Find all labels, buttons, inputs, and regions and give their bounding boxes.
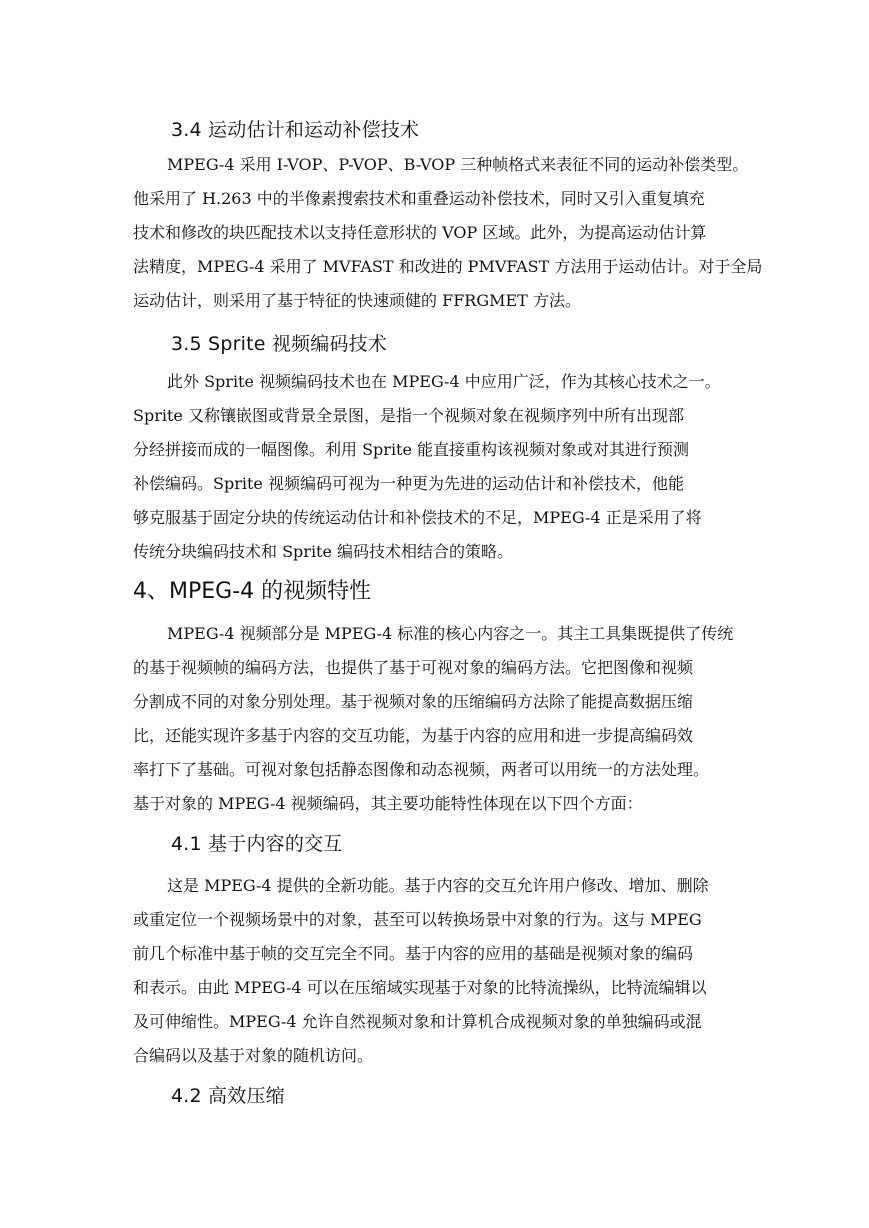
paragraph-line: MPEG-4 采用 I-VOP、P-VOP、B-VOP 三种帧格式来表征不同的运动补偿类型。 [167, 155, 749, 174]
paragraph-line: 够克服基于固定分块的传统运动估计和补偿技术的不足，MPEG-4 正是采用了将 [133, 508, 702, 527]
paragraph-line: 运动估计，则采用了基于特征的快速顽健的 FFRGMET 方法。 [133, 291, 581, 310]
section-4-paragraph [133, 617, 753, 821]
paragraph-line: 或重定位一个视频场景中的对象，甚至可以转换场景中对象的行为。这与 MPEG [133, 910, 702, 929]
paragraph-line: 分经拼接而成的一幅图像。利用 Sprite 能直接重构该视频对象或对其进行预测 [133, 440, 690, 459]
section-4-heading: 4、MPEG-4 的视频特性 [133, 579, 372, 604]
section-4-2-heading: 4.2 高效压缩 [171, 1085, 285, 1107]
section-3-5-heading: 3.5 Sprite 视频编码技术 [171, 333, 388, 355]
paragraph-line: 及可伸缩性。MPEG-4 允许自然视频对象和计算机合成视频对象的单独编码或混 [133, 1012, 702, 1031]
section-3-5-paragraph [133, 365, 753, 569]
paragraph-line: 他采用了 H.263 中的半像素搜索技术和重叠运动补偿技术，同时又引入重复填充 [133, 189, 705, 208]
paragraph-line: 此外 Sprite 视频编码技术也在 MPEG-4 中应用广泛，作为其核心技术之一。 [167, 372, 721, 391]
paragraph-line: MPEG-4 视频部分是 MPEG-4 标准的核心内容之一。其主工具集既提供了传统 [167, 624, 734, 643]
paragraph-line: 和表示。由此 MPEG-4 可以在压缩域实现基于对象的比特流操纵，比特流编辑以 [133, 978, 707, 997]
paragraph-line: 基于对象的 MPEG-4 视频编码，其主要功能特性体现在以下四个方面： [133, 794, 643, 813]
paragraph-line: 分割成不同的对象分别处理。基于视频对象的压缩编码方法除了能提高数据压缩 [133, 692, 694, 711]
paragraph-line: 率打下了基础。可视对象包括静态图像和动态视频，两者可以用统一的方法处理。 [133, 760, 710, 779]
paragraph-line: 前几个标准中基于帧的交互完全不同。基于内容的应用的基础是视频对象的编码 [133, 944, 694, 963]
paragraph-line: 传统分块编码技术和 Sprite 编码技术相结合的策略。 [133, 542, 514, 561]
section-4-1-heading: 4.1 基于内容的交互 [171, 833, 343, 855]
paragraph-line: 补偿编码。Sprite 视频编码可视为一种更为先进的运动估计和补偿技术，他能 [133, 474, 684, 493]
paragraph-line: 的基于视频帧的编码方法，也提供了基于可视对象的编码方法。它把图像和视频 [133, 658, 694, 677]
section-4-1-paragraph [133, 869, 753, 1073]
section-3-4-paragraph [133, 148, 763, 318]
paragraph-line: 合编码以及基于对象的随机访问。 [133, 1046, 374, 1065]
paragraph-line: Sprite 又称镶嵌图或背景全景图，是指一个视频对象在视频序列中所有出现部 [133, 406, 684, 425]
paragraph-line: 比，还能实现许多基于内容的交互功能，为基于内容的应用和进一步提高编码效 [133, 726, 694, 745]
paragraph-line: 技术和修改的块匹配技术以支持任意形状的 VOP 区域。此外，为提高运动估计算 [133, 223, 707, 242]
paragraph-line: 这是 MPEG-4 提供的全新功能。基于内容的交互允许用户修改、增加、删除 [167, 876, 709, 895]
section-3-4-heading: 3.4 运动估计和运动补偿技术 [171, 119, 420, 141]
paragraph-line: 法精度，MPEG-4 采用了 MVFAST 和改进的 PMVFAST 方法用于运动估计。对于全局 [133, 257, 763, 276]
